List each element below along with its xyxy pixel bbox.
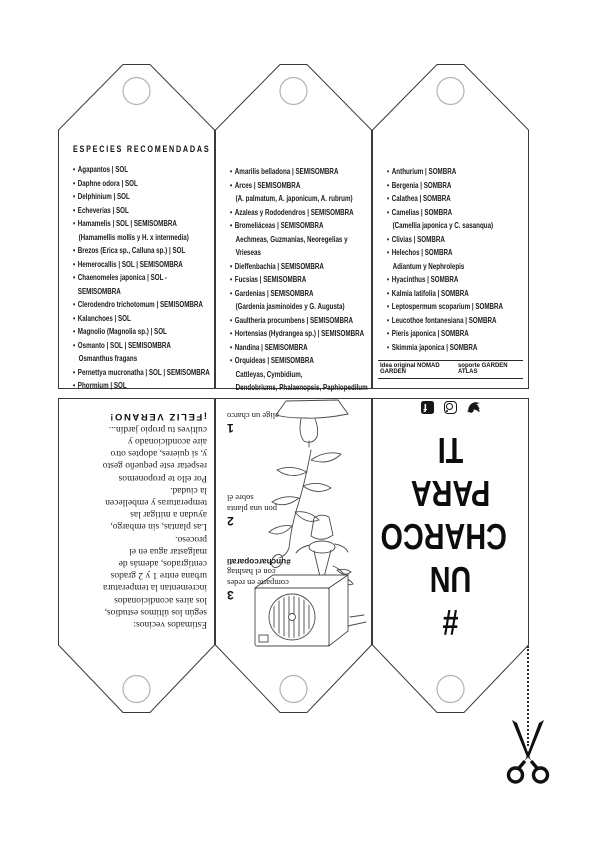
species-item: • Fucsias | SEMISOMBRA: [230, 273, 368, 287]
species-item: • Phormium | SOL: [73, 379, 211, 393]
species-item: • Daphne odora | SOL: [73, 177, 211, 191]
step-3: [227, 549, 309, 601]
species-item: • Dieffenbachia | SEMISOMBRA: [230, 260, 368, 274]
species-item: • Orquideas | SEMISOMBRA Cattleyas, Cymbidium, Dendobriums, Phalaenopsis, Paphiopedilum: [230, 354, 368, 395]
step-caption: comparte en redes: [227, 578, 289, 588]
letter-line: y, si quieres, adoptes otro: [110, 448, 207, 459]
letter-line: aire acondicionado y: [127, 435, 207, 446]
letter-closing: ¡FELIZ VERANO!: [108, 410, 207, 422]
letter-line: la ciudad.: [170, 484, 207, 495]
letter-line: centígrados, además de: [118, 557, 207, 568]
species-item: • Kalmia latifolia | SOMBRA: [387, 287, 525, 301]
species-sub-lines: (Gardenia jasminoides y G. Augusta): [235, 302, 345, 311]
social-icons-row: [372, 401, 529, 414]
tag-especies-sombra: [372, 64, 529, 389]
hashtag-word: TI: [437, 430, 464, 471]
tag-especies-sol: [58, 64, 215, 389]
instagram-icon: [444, 401, 457, 414]
species-item: • Calathea | SOMBRA: [387, 192, 525, 206]
step-caption: elige un charco: [227, 411, 279, 421]
species-item: • Arces | SEMISOMBRA (A. palmatum, A. japonicum, A. rubrum): [230, 179, 368, 206]
letter-line: Por ello te proponemos: [118, 472, 207, 483]
species-item: • Camelias | SOMBRA (Camellia japonica y C. sasanqua): [387, 206, 525, 233]
species-item: • Osmanto | SOL | SEMISOMBRA Osmanthus fragans: [73, 339, 211, 366]
species-sub-lines: Adiantum y Nephrolepis: [392, 261, 465, 271]
species-sub-lines: Cattleyas, Cymbidium, Dendobriums, Phalaenopsis, Paphiopedilum: [235, 369, 368, 392]
species-item: • Azaleas y Rododendros | SEMISOMBRA: [230, 206, 368, 220]
letter-line: ayudan a mitigar las: [130, 509, 207, 520]
species-item: • Brezos (Erica sp., Calluna sp.) | SOL: [73, 244, 211, 258]
letter-line: cultives tu propio jardín...: [108, 423, 207, 434]
species-item: • Hyacinthus | SOMBRA: [387, 273, 525, 287]
twitter-icon: [467, 401, 480, 414]
species-list-sol: [73, 163, 211, 393]
hashtag-word: PARA: [410, 473, 491, 514]
species-item: • Kalanchoes | SOL: [73, 312, 211, 326]
hashtag-word: #: [442, 602, 459, 643]
step-number: 1: [227, 421, 234, 435]
letter-line: temperaturas y embellecen: [105, 496, 207, 507]
step-2: [227, 483, 299, 527]
credit-strip: [378, 360, 523, 379]
letter-line: proceso.: [175, 533, 207, 544]
credit-idea: Idea original NOMAD GARDEN: [380, 363, 440, 375]
step-caption: con el hashtag: [227, 567, 276, 578]
species-item: • Hemerocallis | SOL | SEMISOMBRA: [73, 258, 211, 272]
species-item: • Pernettya mucronatha | SOL | SEMISOMBRA: [73, 366, 211, 380]
tag-especies-semisombra: [215, 64, 372, 392]
species-item: • Skimmia japonica | SOMBRA: [387, 341, 525, 355]
step-caption: pon una planta: [227, 504, 278, 514]
step-caption: sobre él: [227, 493, 254, 504]
letter-line: malgastar agua en el: [129, 545, 207, 556]
facebook-icon: [421, 401, 434, 414]
species-item: • Amarilis belladona | SEMISOMBRA: [230, 165, 368, 179]
species-sub-lines: Aechmeas, Guzmanias, Neoregelias y Vrieseas: [235, 234, 348, 257]
species-list-semisombra: [230, 165, 368, 395]
step-number: 2: [227, 514, 234, 528]
species-item: • Magnolio (Magnolia sp.) | SOL: [73, 325, 211, 339]
species-sub-lines: (Hamamellis mollis y H. x intermedia): [78, 232, 189, 242]
species-item: • Clivias | SOMBRA: [387, 233, 525, 247]
letter-line: Estimados vecinos:: [133, 619, 207, 629]
species-item: • Delphinium | SOL: [73, 190, 211, 204]
species-item: • Agapantos | SOL: [73, 163, 211, 177]
letter-lines: [70, 423, 207, 630]
species-item: • Bergenia | SOMBRA: [387, 179, 525, 193]
step-1: [227, 400, 299, 434]
tag-hashtag-banner: [372, 398, 529, 713]
species-item: • Hortensias (Hydrangea sp.) | SEMISOMBRA: [230, 327, 368, 341]
species-item: • Anthurium | SOMBRA: [387, 165, 525, 179]
hashtag-word: CHARCO: [380, 516, 507, 557]
letter-line: respetar este pequeño gesto: [102, 460, 207, 471]
species-item: • Gardenias | SEMISOMBRA (Gardenia jasminoides y G. Augusta): [230, 287, 368, 314]
letter-line: Las plantas, sin embargo,: [110, 521, 207, 532]
campaign-hashtag: #uncharcoparati: [227, 557, 291, 566]
species-item: • Pieris japonica | SOMBRA: [387, 327, 525, 341]
species-sub-lines: Osmanthus fragans: [78, 354, 138, 363]
species-item: • Clerodendro trichotomum | SEMISOMBRA: [73, 298, 211, 312]
credit-support: soporte GARDEN ATLAS: [457, 363, 508, 375]
species-item: • Helechos | SOMBRA Adiantum y Nephrolepis: [387, 246, 525, 273]
hashtag-headline: [380, 428, 507, 644]
letter-line: urbana entre 1 y 2 grados: [110, 570, 207, 581]
letter-line: incrementan la temperatura: [103, 582, 207, 593]
species-item: • Chaenomeles japonica | SOL - SEMISOMBRA: [73, 271, 211, 298]
letter-line: según los últimos estudios,: [104, 606, 207, 617]
step-number: 3: [227, 588, 234, 602]
species-item: • Leucothoe fontanesiana | SOMBRA: [387, 314, 525, 328]
species-item: • Nandina | SEMISOMBRA: [230, 341, 368, 355]
species-list-sombra: [387, 165, 525, 354]
scissors-icon: [500, 718, 556, 788]
species-item: • Gaultheria procumbens | SEMISOMBRA: [230, 314, 368, 328]
species-sub-lines: (A. palmatum, A. japonicum, A. rubrum): [235, 194, 353, 203]
letter-line: los aires acondicionados: [114, 594, 207, 605]
species-item: • Echeverias | SOL: [73, 204, 211, 218]
species-item: • Leptospermum scoparium | SOMBRA: [387, 300, 525, 314]
neighbors-letter: [58, 398, 215, 645]
species-sub-lines: (Camellia japonica y C. sasanqua): [392, 221, 494, 230]
species-item: • Bromeliáceas | SEMISOMBRA Aechmeas, Guzmanias, Neoregelias y Vrieseas: [230, 219, 368, 260]
tag-letter: [58, 398, 215, 713]
tag-title: ESPECIES RECOMENDADAS: [73, 144, 211, 154]
hashtag-word: UN: [429, 559, 472, 600]
species-item: • Hamamelis | SOL | SEMISOMBRA (Hamamellis mollis y H. x intermedia): [73, 217, 211, 244]
tag-instructions: [215, 398, 372, 713]
